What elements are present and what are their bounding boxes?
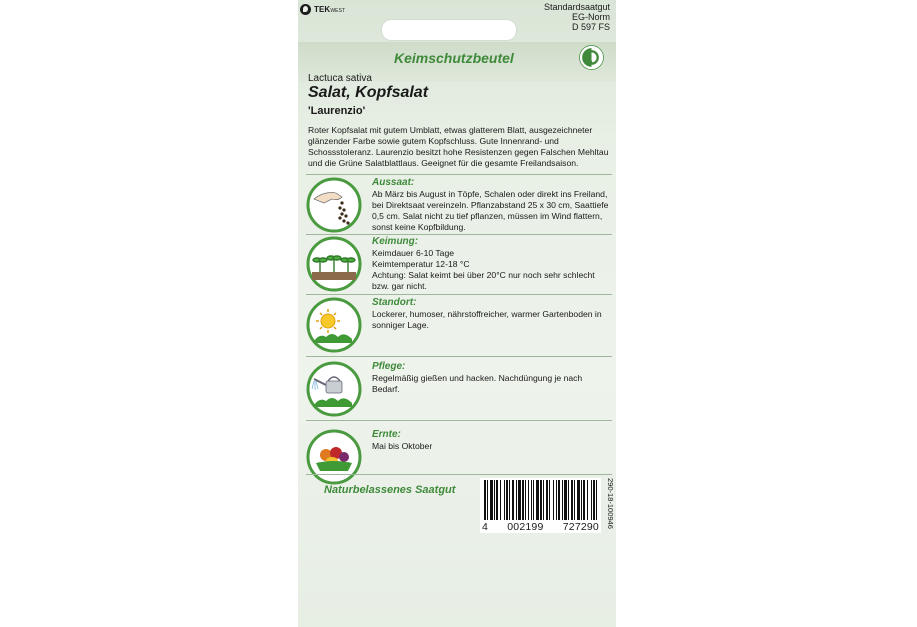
- barcode-right-digits: 727290: [562, 521, 599, 533]
- divider: [306, 474, 612, 475]
- barcode-bar: [540, 480, 542, 520]
- barcode-bar: [504, 480, 505, 520]
- article-code: [602, 478, 616, 538]
- ernte-text: Mai bis Oktober: [372, 441, 433, 451]
- keimung-title: Keimung:: [372, 236, 419, 247]
- barcode-bar: [536, 480, 539, 520]
- natural-seed-label: Naturbelassenes Saatgut: [324, 484, 456, 496]
- barcode-bar: [549, 480, 550, 520]
- barcode-first-digit: 4: [482, 521, 489, 533]
- barcode-bar: [522, 480, 524, 520]
- barcode-bar: [583, 480, 585, 520]
- barcode-bars: [484, 480, 597, 520]
- seed-sowing-icon: [306, 177, 362, 233]
- barcode-bar: [577, 480, 580, 520]
- barcode-bar: [533, 480, 534, 520]
- standort-text: Lockerer, humoser, nährstoffreicher, warmer Gartenboden in sonniger Lage.: [372, 309, 602, 330]
- watering-can-icon: [306, 361, 362, 417]
- pflege-text: Regelmäßig gießen und hacken. Nachdüngung je nach Bedarf.: [372, 373, 583, 394]
- barcode-bar: [558, 480, 560, 520]
- divider: [306, 174, 612, 175]
- barcode-bar: [484, 480, 486, 520]
- barcode-bar: [587, 480, 588, 520]
- norm-line-1: Standardsaatgut: [543, 2, 610, 12]
- barcode-bar: [564, 480, 567, 520]
- article-code-text: 290-18-100946: [606, 478, 615, 529]
- brand-name: TEK: [314, 5, 331, 14]
- keimschutz-title: Keimschutzbeutel: [394, 50, 514, 66]
- barcode-number: [480, 521, 601, 533]
- barcode-bar: [562, 480, 563, 520]
- barcode-bar: [516, 480, 517, 520]
- barcode-bar: [556, 480, 557, 520]
- pflege-title: Pflege:: [372, 361, 406, 372]
- barcode-bar: [512, 480, 514, 520]
- seed-packet-back: [298, 0, 616, 627]
- barcode-bar: [500, 480, 501, 520]
- barcode-bar: [490, 480, 493, 520]
- keimung-text: [372, 248, 610, 292]
- variety-name: 'Laurenzio': [308, 105, 366, 117]
- barcode-bar: [518, 480, 521, 520]
- barcode-bar: [496, 480, 498, 520]
- packet-window: [382, 20, 516, 40]
- barcode-bar: [531, 480, 532, 520]
- barcode: [480, 478, 601, 533]
- divider: [306, 356, 612, 357]
- barcode-bar: [509, 480, 510, 520]
- keimung-line-2: Keimtemperatur 12-18 °C: [372, 259, 470, 269]
- barcode-bar: [591, 480, 592, 520]
- barcode-bar: [528, 480, 529, 520]
- divider: [306, 234, 612, 235]
- barcode-bar: [494, 480, 495, 520]
- barcode-bar: [571, 480, 573, 520]
- sun-icon: [306, 297, 362, 353]
- barcode-bar: [546, 480, 548, 520]
- harvest-basket-icon: [306, 429, 362, 485]
- product-description: Roter Kopfsalat mit gutem Umblatt, etwas glatterem Blatt, ausgezeichneter glänzender Farbe sowie gutem Kopfschluss. Gute Innenrand- und Schossstoleranz. Laurenzio besitzt hohe Resistenzen gegen Falschen Mehltau und die Grüne Salatblattlaus. Geeignet für die gesamte Freilandsaison.: [308, 125, 609, 168]
- barcode-bar: [553, 480, 554, 520]
- aussaat-text: Ab März bis August in Töpfe, Schalen oder direkt ins Freiland, bei Direktsaat vereinzeln. Pflanzabstand 25 x 30 cm, Saattiefe 0,5 cm. Salat nicht zu tief pflanzen, müssen im Wind flattern, sonst keine Kopfbildung.: [372, 189, 609, 232]
- brand-leaf-icon: [300, 4, 311, 15]
- brand-logo: [300, 4, 345, 15]
- barcode-bar: [525, 480, 526, 520]
- aussaat-title: Aussaat:: [372, 177, 415, 188]
- divider: [306, 420, 612, 421]
- barcode-bar: [574, 480, 575, 520]
- norm-line-3: D 597 FS: [571, 22, 610, 32]
- product-name: Salat, Kopfsalat: [308, 84, 429, 101]
- standort-title: Standort:: [372, 297, 417, 308]
- keimung-line-1: Keimdauer 6-10 Tage: [372, 248, 455, 258]
- recycling-green-dot-icon: [579, 45, 604, 70]
- latin-name: Lactuca sativa: [308, 73, 372, 84]
- barcode-bar: [568, 480, 569, 520]
- keimung-line-3: Achtung: Salat keimt bei über 20°C nur noch sehr schlecht bzw. gar nicht.: [372, 270, 595, 291]
- barcode-bar: [543, 480, 544, 520]
- brand-suffix: WEST: [330, 8, 346, 14]
- divider: [306, 294, 612, 295]
- seed-standard-info: [544, 2, 610, 32]
- barcode-left-digits: 002199: [507, 521, 544, 533]
- barcode-bar: [593, 480, 595, 520]
- seedlings-icon: [306, 236, 362, 292]
- barcode-bar: [581, 480, 582, 520]
- barcode-bar: [506, 480, 508, 520]
- barcode-bar: [596, 480, 597, 520]
- barcode-bar: [487, 480, 488, 520]
- norm-line-2: EG-Norm: [572, 12, 610, 22]
- ernte-title: Ernte:: [372, 429, 401, 440]
